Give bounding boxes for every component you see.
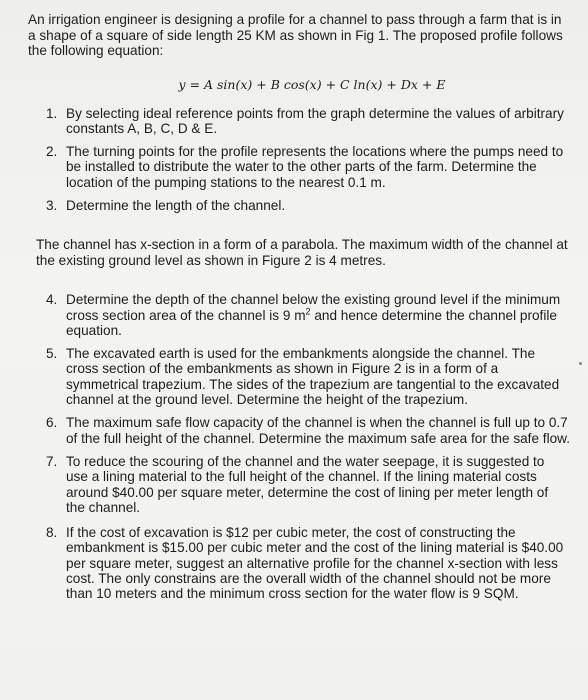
question-text: Determine the length of the channel. xyxy=(66,197,286,213)
question-text: By selecting ideal reference points from the graph determine the values of arbitrary constants A, B, C, D & E. xyxy=(66,105,564,136)
question-8 xyxy=(34,525,570,601)
question-2 xyxy=(34,144,570,190)
question-text: To reduce the scouring of the channel and the water seepage, it is suggested to use a lining material to the full height of the channel. If the lining material costs around $40.00 per square meter, determine the cost of lining per meter length of the channel. xyxy=(66,453,549,515)
question-text-after: and hence determine the channel profile equation. xyxy=(66,307,557,338)
question-number: 2. xyxy=(46,144,58,160)
question-3 xyxy=(34,198,570,213)
questions-list-a xyxy=(34,106,570,214)
question-text-before: Determine the depth of the channel below the existing ground level if the minimum cross section area of the channel is 9 m xyxy=(66,292,561,323)
question-number: 3. xyxy=(46,197,58,213)
question-text: The maximum safe flow capacity of the channel is when the channel is full up to 0.7 of the full height of the channel. Determine the maximum safe area for the safe flow. xyxy=(66,415,570,446)
speck-mark xyxy=(579,362,582,365)
question-number: 1. xyxy=(46,105,58,121)
intro-paragraph: An irrigation engineer is designing a profile for a channel to pass through a farm that is in a shape of a square of side length 25 KM as shown in Fig 1. The proposed profile follows the following equation: xyxy=(28,12,563,58)
question-5 xyxy=(34,346,570,407)
question-number: 4. xyxy=(46,292,58,308)
question-number: 5. xyxy=(46,346,58,362)
question-1 xyxy=(34,106,570,137)
superscript: 2 xyxy=(305,306,311,317)
question-text: If the cost of excavation is $12 per cubic meter, the cost of constructing the embankment is $15.00 per cubic meter and the cost of the lining material is $40.00 per square meter, suggest an alternative profile for the channel x-section with less cost. The only constrains are the overall width of the channel should not be more than 10 meters and the minimum cross section for the water flow is 9 SQM. xyxy=(66,525,564,602)
profile-equation: y = A sin(x) + B cos(x) + C ln(x) + Dx + E xyxy=(178,76,446,92)
question-text: The turning points for the profile represents the locations where the pumps need to be installed to distribute the water to the other parts of the farm. Determine the location of the pumping stations to the nearest 0.1 m. xyxy=(66,144,564,190)
question-number: 8. xyxy=(46,525,58,541)
question-7 xyxy=(34,454,570,515)
question-4 xyxy=(34,292,570,338)
questions-list-b xyxy=(34,292,570,601)
question-text xyxy=(66,292,560,338)
question-number: 7. xyxy=(46,453,58,469)
question-number: 6. xyxy=(46,415,58,431)
channel-description-paragraph: The channel has x-section in a form of a parabola. The maximum width of the channel at the existing ground level as shown in Figure 2 is 4 metres. xyxy=(36,237,568,268)
question-text: The excavated earth is used for the embankments alongside the channel. The cross section of the embankments as shown in Figure 2 is in a form of a symmetrical trapezium. The sides of the trapezium are tangential to the excavated channel at the ground level. Determine the height of the trapezium. xyxy=(66,346,560,408)
question-6 xyxy=(34,415,570,446)
